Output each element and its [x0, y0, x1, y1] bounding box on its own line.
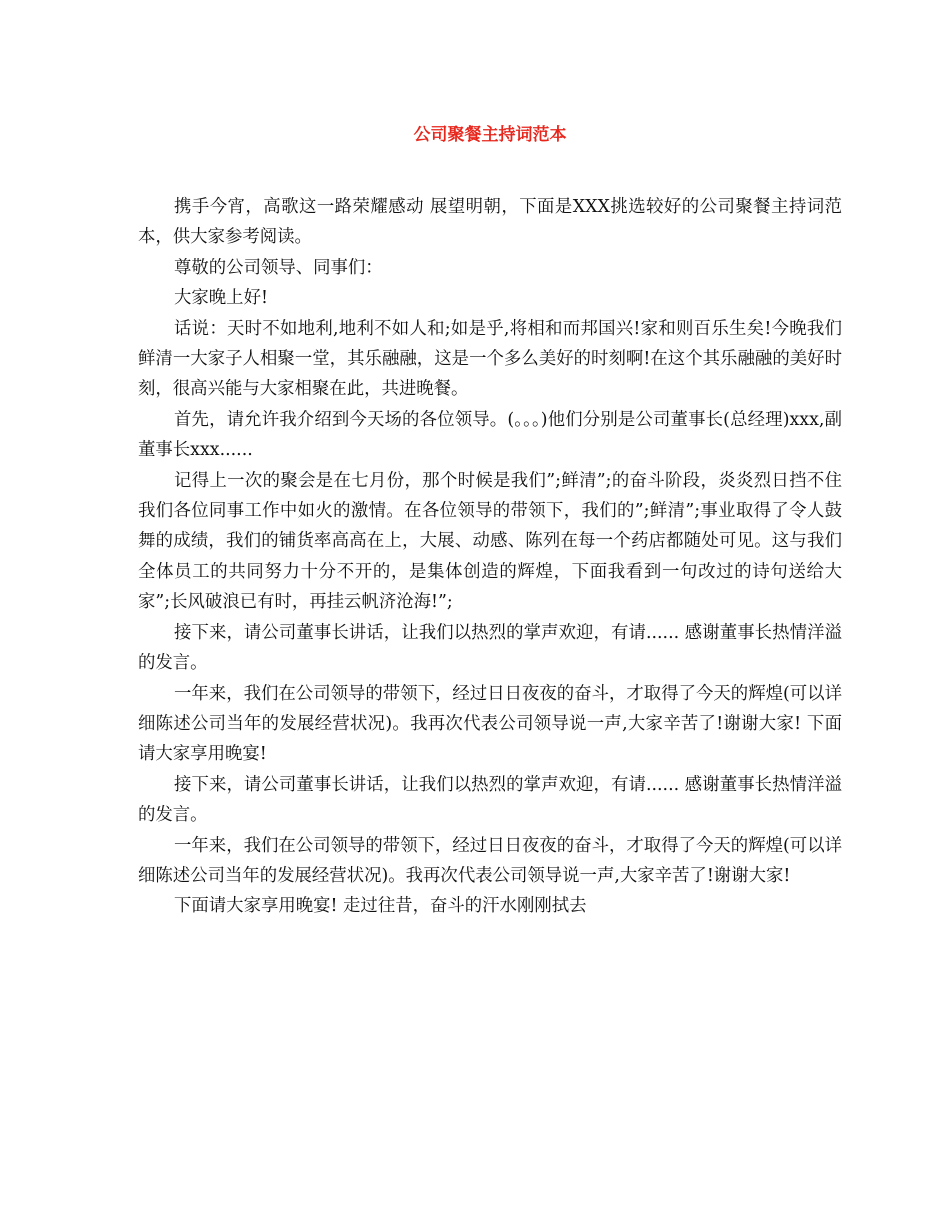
- paragraph-closing: 下面请大家享用晚宴! 走过往昔，奋斗的汗水刚刚拭去: [174, 896, 587, 917]
- paragraph-opening: 话说：天时不如地利,地利不如人和;如是乎,将相和而邦国兴!家和则百乐生矣!今晚我们鲜清一大家子人相聚一堂，其乐融融，这是一个多么美好的时刻啊!在这个其乐融融的美好时刻，很高兴能与大家相聚在此，共进晚餐。: [138, 318, 842, 400]
- paragraph-year-review-repeat: 一年来，我们在公司领导的带领下，经过日日夜夜的奋斗，才取得了今天的辉煌(可以详细陈述公司当年的发展经营状况)。我再次代表公司领导说一声,大家辛苦了!谢谢大家!: [138, 835, 842, 886]
- paragraph-leaders-intro: 首先，请允许我介绍到今天场的各位领导。(。。。)他们分别是公司董事长(总经理)xxx,副董事长xxx......: [138, 409, 842, 461]
- paragraph-chairman-speech: 接下来，请公司董事长讲话，让我们以热烈的掌声欢迎，有请...... 感谢董事长热情洋溢的发言。: [138, 622, 842, 674]
- document-body: [138, 192, 842, 922]
- paragraph-chairman-speech-repeat: 接下来，请公司董事长讲话，让我们以热烈的掌声欢迎，有请...... 感谢董事长热情洋溢的发言。: [138, 774, 842, 826]
- paragraph-salutation: 尊敬的公司领导、同事们：: [174, 257, 383, 278]
- paragraph-year-review: 一年来，我们在公司领导的带领下，经过日日夜夜的奋斗，才取得了今天的辉煌(可以详细陈述公司当年的发展经营状况)。我再次代表公司领导说一声,大家辛苦了!谢谢大家! 下面请大家享用晚宴!: [138, 683, 842, 765]
- paragraph-recollection: 记得上一次的聚会是在七月份，那个时候是我们”;鲜清”;的奋斗阶段，炎炎烈日挡不住我们各位同事工作中如火的激情。在各位领导的带领下，我们的”;鲜清”;事业取得了令人鼓舞的成绩，我们的铺货率高高在上，大展、动感、陈列在每一个药店都随处可见。这与我们全体员工的共同努力十分不开的，是集体创造的辉煌，下面我看到一句改过的诗句送给大家”;长风破浪已有时，再挂云帆济沧海!”;: [138, 470, 842, 613]
- paragraph-intro: 携手今宵，高歌这一路荣耀感动 展望明朝，下面是XXX挑选较好的公司聚餐主持词范本，供大家参考阅读。: [138, 197, 842, 248]
- paragraph-greeting: 大家晚上好!: [174, 288, 268, 309]
- document-title: 公司聚餐主持词范本: [413, 125, 567, 145]
